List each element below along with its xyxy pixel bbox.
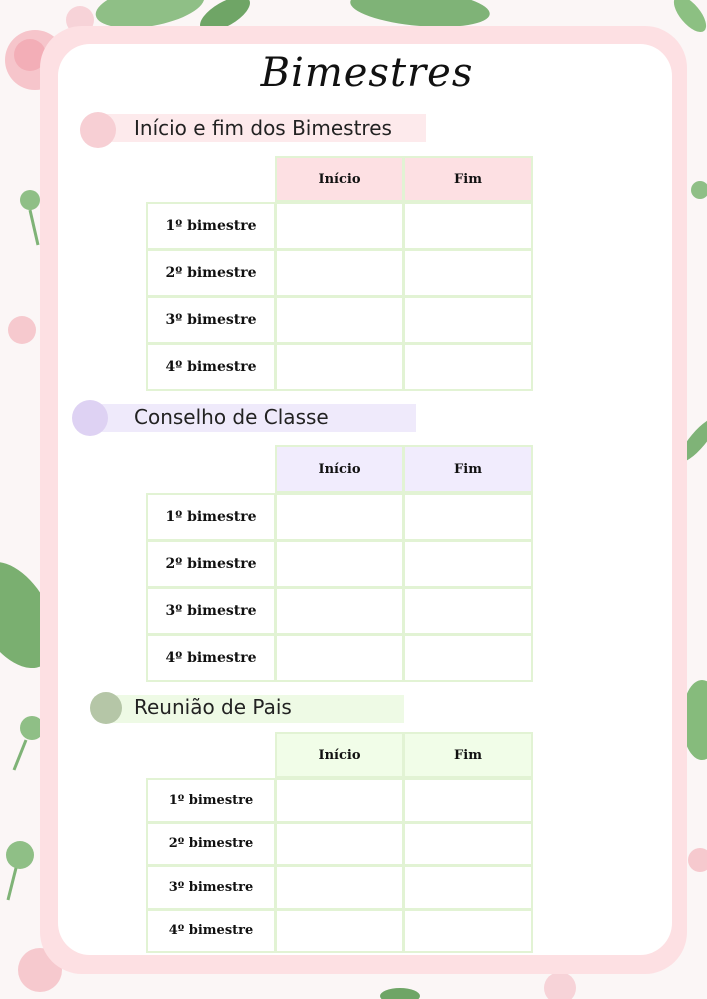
date-cell-fim[interactable] — [403, 343, 533, 391]
date-cell-inicio[interactable] — [275, 296, 404, 344]
row-label: 3º bimestre — [146, 296, 276, 344]
row-label: 2º bimestre — [146, 822, 276, 867]
row-label: 1º bimestre — [146, 493, 276, 541]
column-header-inicio: Início — [275, 156, 404, 202]
date-cell-inicio[interactable] — [275, 249, 404, 297]
date-cell-fim[interactable] — [403, 493, 533, 541]
column-header-fim: Fim — [403, 445, 533, 493]
column-header-inicio: Início — [275, 732, 404, 778]
row-label: 1º bimestre — [146, 202, 276, 250]
row-label: 4º bimestre — [146, 909, 276, 954]
column-header-fim: Fim — [403, 156, 533, 202]
column-header-fim: Fim — [403, 732, 533, 778]
date-cell-fim[interactable] — [403, 778, 533, 823]
date-cell-inicio[interactable] — [275, 909, 404, 954]
date-cell-inicio[interactable] — [275, 865, 404, 910]
date-cell-inicio[interactable] — [275, 634, 404, 682]
date-cell-inicio[interactable] — [275, 778, 404, 823]
section-bullet-icon — [90, 692, 122, 724]
date-cell-fim[interactable] — [403, 202, 533, 250]
date-cell-inicio[interactable] — [275, 540, 404, 588]
row-label: 3º bimestre — [146, 865, 276, 910]
row-label: 2º bimestre — [146, 540, 276, 588]
row-label: 2º bimestre — [146, 249, 276, 297]
date-cell-inicio[interactable] — [275, 822, 404, 867]
date-cell-inicio[interactable] — [275, 343, 404, 391]
date-cell-fim[interactable] — [403, 909, 533, 954]
row-label: 4º bimestre — [146, 634, 276, 682]
date-cell-fim[interactable] — [403, 822, 533, 867]
date-cell-fim[interactable] — [403, 540, 533, 588]
page-title: Bimestres — [260, 50, 474, 96]
date-cell-inicio[interactable] — [275, 587, 404, 635]
section-bullet-icon — [80, 112, 116, 148]
section-heading: Conselho de Classe — [134, 405, 329, 429]
date-cell-fim[interactable] — [403, 249, 533, 297]
date-cell-fim[interactable] — [403, 296, 533, 344]
section-heading: Reunião de Pais — [134, 695, 292, 719]
row-label: 3º bimestre — [146, 587, 276, 635]
date-cell-inicio[interactable] — [275, 202, 404, 250]
date-cell-fim[interactable] — [403, 634, 533, 682]
section-bullet-icon — [72, 400, 108, 436]
column-header-inicio: Início — [275, 445, 404, 493]
section-heading: Início e fim dos Bimestres — [134, 116, 392, 140]
row-label: 4º bimestre — [146, 343, 276, 391]
row-label: 1º bimestre — [146, 778, 276, 823]
date-cell-fim[interactable] — [403, 587, 533, 635]
date-cell-inicio[interactable] — [275, 493, 404, 541]
date-cell-fim[interactable] — [403, 865, 533, 910]
